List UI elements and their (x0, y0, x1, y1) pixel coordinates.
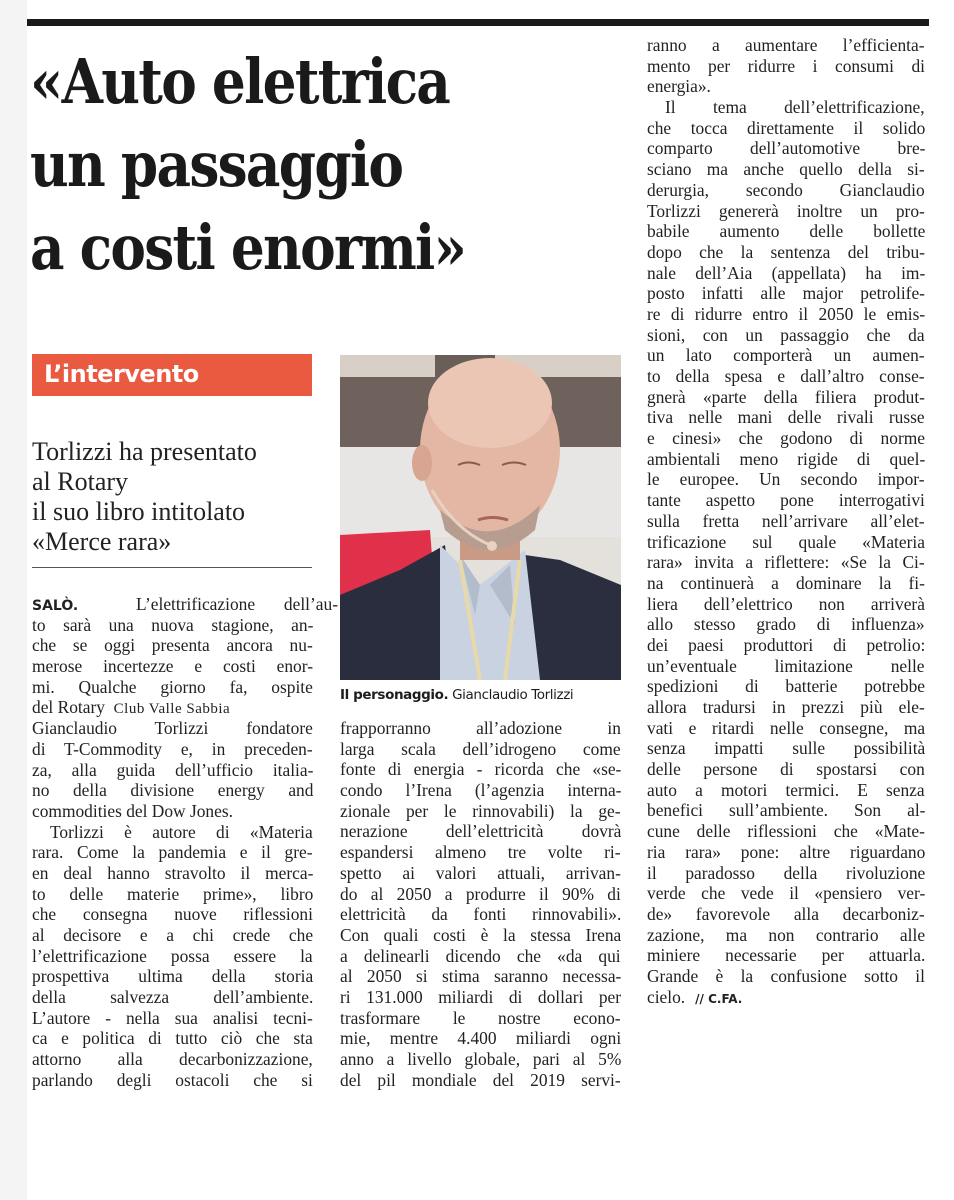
kicker-label: L’intervento (44, 360, 199, 388)
text-line: al decisore e a chi crede che (32, 925, 314, 945)
text-line: anno a livello globale, pari al 5% (340, 1049, 622, 1069)
text-line: ambientali meno rigide di quel- (647, 448, 926, 469)
text-line: senza impatti sulle possibilità (647, 738, 926, 759)
text-line: sciano ma anche quello della si- (647, 159, 925, 180)
text-line: sioni, con un passaggio che da (647, 324, 925, 345)
text-line: verde che vede il «pensiero ver- (647, 883, 926, 904)
text-line: cune delle riflessioni che «Mate- (647, 821, 925, 842)
text-line: della salvezza dell’ambiente. (32, 987, 314, 1008)
page-margin (0, 0, 27, 1200)
text-line: do al 2050 a produrre il 90% di (340, 883, 621, 904)
text-line: ria rara» pone: altre riguardano (647, 841, 926, 862)
text-line: zazione, ma non contrario alle (647, 924, 926, 945)
text-line: to sarà una nuova stagione, an- (32, 614, 314, 635)
text-line: nale dell’Aia (appellata) ha im- (647, 262, 926, 283)
text-line: no della divisione energy and (32, 780, 314, 801)
text-line: Torlizzi genererà inoltre un pro- (647, 200, 925, 221)
text-line: di T-Commodity e, in preceden- (32, 738, 313, 759)
top-rule (27, 19, 929, 26)
text-line: gnerà «parte della filiera produt- (647, 386, 925, 407)
text-line: Club Valle Sabbia (113, 701, 231, 718)
text-line: che consegna nuove riflessioni (32, 904, 313, 925)
text-line: energia». (647, 76, 711, 97)
headline-line: «Auto elettrica (30, 45, 450, 118)
subhead-line: Torlizzi ha presentato (32, 437, 257, 466)
article-column-3 (647, 35, 925, 1007)
text-line: merose incertezze e costi enor- (32, 656, 313, 677)
text-line: auto a motori termici. E senza (647, 779, 925, 800)
text-line: trasformare le nostre econo- (340, 1007, 621, 1028)
text-line: Il tema dell’elettrificazione, (665, 97, 925, 118)
text-line: Torlizzi è autore di «Materia (50, 821, 313, 842)
text-line: delle persone di spostarsi con (647, 759, 925, 780)
text-line: mi. Qualche giorno fa, ospite (32, 676, 313, 697)
text-line: che tocca direttamente il solido (647, 117, 926, 138)
text-line: a delinearli dicendo che «da qui (340, 945, 621, 966)
text-line: frapporranno all’adozione in (340, 718, 621, 738)
subhead-line: il suo libro intitolato (32, 497, 246, 526)
text-line: elettricità da fonti rinnovabili». (340, 904, 622, 925)
text-line: mento per ridurre i consumi di (647, 55, 926, 76)
text-line: rara. Come la pandemia e il gre- (32, 842, 313, 863)
text-line: Gianclaudio Torlizzi fondatore (32, 718, 313, 739)
subhead-divider (32, 567, 312, 568)
text-line: prospettiva ultima della storia (32, 966, 314, 987)
text-line: un lato comporterà un aumen- (647, 345, 925, 366)
text-line: rara» invita a riflettere: «Se la Ci- (647, 552, 925, 573)
text-line: liera dell’elettrico non arriverà (647, 593, 925, 614)
text-line: ca e politica di tutto ciò che sta (32, 1028, 313, 1049)
text-line: un’eventuale limitazione nelle (647, 655, 925, 676)
dateline: SALÒ. (32, 598, 79, 614)
text-line: spedizioni di batterie potrebbe (647, 676, 926, 697)
text-line: Grande è la confusione sotto il (647, 965, 925, 986)
subhead-line: «Merce rara» (32, 527, 172, 556)
text-line: ranno a aumentare l’efficienta- (647, 35, 925, 55)
author-signature: // C.FA. (695, 991, 743, 1006)
text-line: dei paesi produttori di petrolio: (647, 634, 926, 655)
text-line: fonte di energia - ricorda che «se- (340, 759, 622, 780)
text-line: comparto dell’automotive bre- (647, 138, 926, 159)
text-line: e cinesi» che godono di norme (647, 428, 925, 449)
portrait-photo (340, 355, 621, 680)
text-line: posto infatti alle major petrolife- (647, 283, 925, 304)
text-line: Con quali costi è la stessa Irena (340, 924, 622, 945)
text-line: commodities del Dow Jones. (32, 800, 233, 821)
text-line: to delle materie prime», libro (32, 883, 314, 904)
text-line: le europee. Un secondo impor- (647, 469, 925, 490)
text-line: tante aspetto pone interrogativi (647, 490, 925, 511)
text-line: spetto ai valori attuali, arrivan- (340, 862, 621, 883)
text-line: L’autore - nella sua analisi tecni- (32, 1007, 313, 1028)
text-line: zionale per le rinnovabili) la ge- (340, 800, 621, 821)
text-line: allora tradursi in prezzi più ele- (647, 697, 925, 717)
text-line: trificazione sul quale «Materia (647, 531, 925, 552)
headline (30, 40, 630, 289)
text-line: ri 131.000 miliardi di dollari per (340, 986, 622, 1007)
caption-text: Gianclaudio Torlizzi (452, 687, 574, 703)
text-line: dopo che la sentenza del tribu- (647, 241, 925, 262)
text-line: cielo. (647, 986, 686, 1007)
text-line: del pil mondiale del 2019 servi- (340, 1069, 621, 1090)
text-line: allo stesso grado di influenza» (647, 614, 925, 635)
text-line: en deal hanno stravolto il merca- (32, 862, 314, 883)
text-line: benefici sull’ambiente. Son al- (647, 800, 926, 821)
subhead-line: al Rotary (32, 467, 129, 496)
article-column-1 (32, 594, 338, 1091)
section-kicker (32, 354, 312, 396)
text-line: sulla fretta nell’arrivare all’elet- (647, 510, 925, 531)
text-line: il paradosso della rivoluzione (647, 862, 926, 883)
text-line: tiva nelle mani delle rivali russe (647, 407, 925, 428)
headline-line: a costi enormi» (30, 211, 466, 284)
photo-caption (340, 687, 625, 703)
article-column-2 (340, 718, 621, 1090)
text-line: babile aumento delle bollette (647, 221, 926, 242)
text-line: na continuerà a dominare la fi- (647, 572, 925, 593)
text-line: larga scala dell’idrogeno come (340, 738, 621, 759)
text-line: za, alla guida dell’ufficio italia- (32, 759, 314, 780)
caption-label: Il personaggio. (340, 687, 449, 703)
text-line: derurgia, secondo Gianclaudio (647, 179, 925, 200)
subheadline (32, 437, 322, 557)
text-line: condo l’Irena (l’agenzia interna- (340, 780, 622, 801)
text-line: del Rotary (32, 697, 105, 718)
headline-line: un passaggio (30, 128, 403, 201)
text-line: espandersi almeno tre volte ri- (340, 842, 621, 863)
text-line: vati e ritardi nelle consegne, ma (647, 717, 926, 738)
text-line: parlando degli ostacoli che si (32, 1069, 313, 1090)
text-line: miniere necessarie per attuarla. (647, 945, 926, 966)
text-line: to della spesa e dall’altro conse- (647, 366, 925, 386)
portrait-image (340, 355, 621, 680)
text-line: al 2050 si stima saranno necessa- (340, 966, 622, 987)
text-line: de» favorevole alla decarboniz- (647, 903, 925, 924)
text-line: nerazione dell’elettricità dovrà (340, 821, 622, 842)
text-line: l’elettrificazione possa essere la (32, 945, 313, 966)
text-line: che se oggi presenta ancora nu- (32, 635, 313, 656)
text-line: re di ridurre entro il 2050 le emis- (647, 303, 926, 324)
text-line: mie, mentre 4.400 miliardi ogni (340, 1028, 622, 1049)
text-line: L’elettrificazione dell’au- (135, 594, 338, 614)
text-line: attorno alla decarbonizzazione, (32, 1049, 313, 1070)
